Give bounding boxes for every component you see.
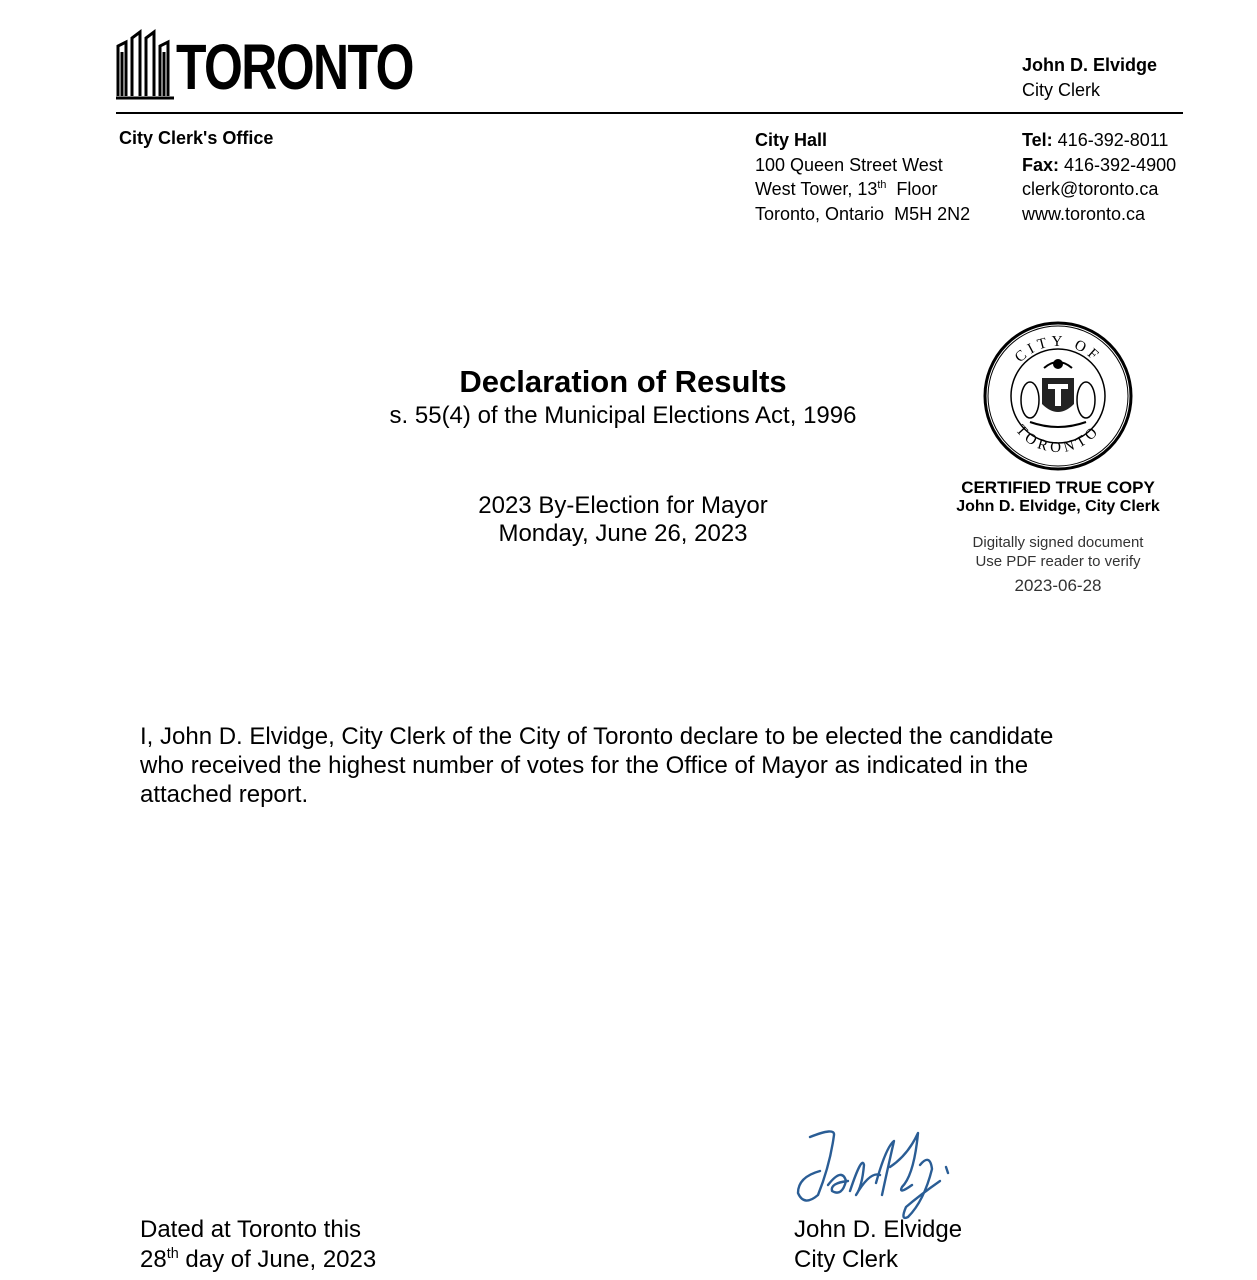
svg-text:CITY OF: CITY OF xyxy=(1012,333,1105,366)
city-seal-icon xyxy=(982,320,1134,472)
document-title: Declaration of Results xyxy=(459,364,787,399)
election-date: Monday, June 26, 2023 xyxy=(498,520,748,547)
contact-fax: Fax: 416-392-4900 xyxy=(1022,154,1177,175)
address-street: 100 Queen Street West xyxy=(755,154,943,175)
svg-text:TORONTO: TORONTO xyxy=(1012,422,1104,457)
clerk-title: City Clerk xyxy=(1022,80,1101,100)
verify-note: Use PDF reader to verify xyxy=(975,553,1141,570)
contact-tel: Tel: 416-392-8011 xyxy=(1022,130,1169,150)
certified-copy-title: CERTIFIED TRUE COPY xyxy=(961,478,1155,497)
address-city: Toronto, Ontario M5H 2N2 xyxy=(755,203,971,224)
contact-info xyxy=(1022,128,1176,226)
contact-email: clerk@toronto.ca xyxy=(1022,179,1159,199)
logo-wordmark: TORONTO xyxy=(176,31,413,103)
handwritten-signature xyxy=(790,1125,970,1225)
certified-copy-name: John D. Elvidge, City Clerk xyxy=(956,498,1160,515)
digital-signature-note: Digitally signed document xyxy=(972,534,1144,551)
dated-date: 28th day of June, 2023 xyxy=(140,1246,377,1273)
election-name: 2023 By-Election for Mayor xyxy=(478,492,768,519)
address-tower: West Tower, 13th Floor xyxy=(755,179,938,199)
document-subtitle: s. 55(4) of the Municipal Elections Act, 1996 xyxy=(389,402,857,429)
office-name: City Clerk's Office xyxy=(119,128,274,148)
dated-line: Dated at Toronto this xyxy=(140,1216,362,1243)
signer-title: City Clerk xyxy=(794,1246,899,1273)
contact-web: www.toronto.ca xyxy=(1022,203,1146,224)
office-address xyxy=(755,128,970,226)
clerk-name: John D. Elvidge xyxy=(1022,55,1158,75)
address-building: City Hall xyxy=(755,130,828,150)
declaration-text: I, John D. Elvidge, City Clerk of the City of Toronto declare to be elected the candidate who received the highest number of votes for the Office of Mayor as indicated in the attached report. xyxy=(140,723,1054,808)
signer-name: John D. Elvidge xyxy=(794,1216,963,1243)
signature-date: 2023-06-28 xyxy=(1014,576,1102,595)
header-divider xyxy=(116,112,1183,114)
